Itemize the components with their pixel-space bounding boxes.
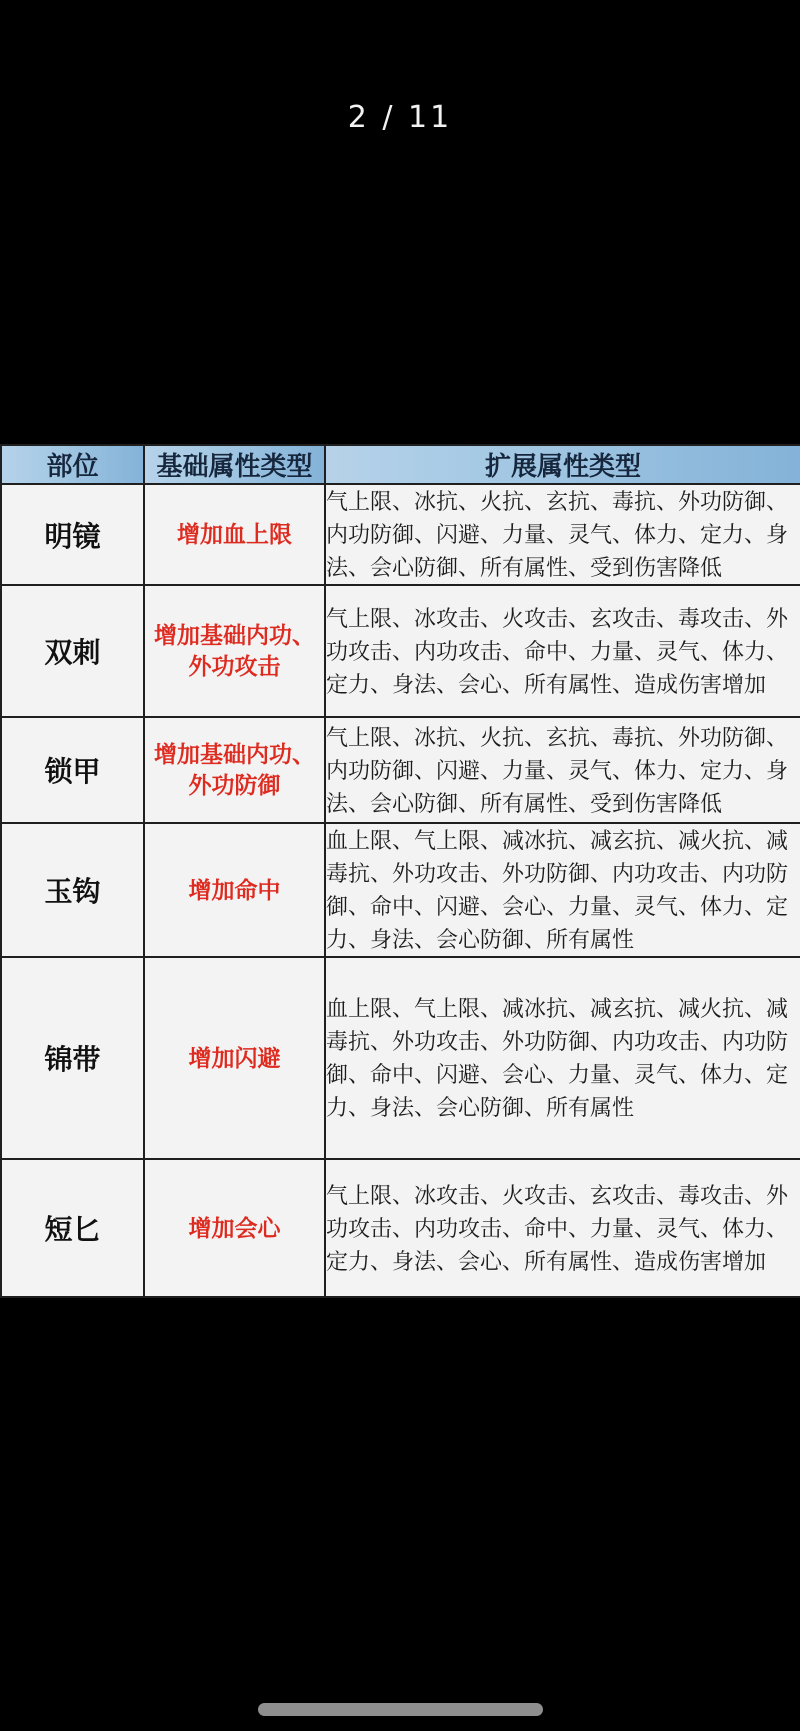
part-cell: 锦带 [1, 957, 144, 1159]
table-header-row [1, 445, 800, 484]
basic-attr-cell: 增加血上限 [144, 484, 325, 585]
table-row [1, 823, 800, 957]
part-cell: 双刺 [1, 585, 144, 717]
page-indicator: 2 / 11 [347, 100, 453, 135]
home-indicator-bar[interactable] [258, 1703, 543, 1716]
basic-attr-cell: 增加闪避 [144, 957, 325, 1159]
table-row [1, 957, 800, 1159]
part-cell: 玉钩 [1, 823, 144, 957]
basic-attr-cell: 增加基础内功、外功防御 [144, 717, 325, 823]
table-row [1, 484, 800, 585]
attribute-table [0, 444, 800, 1298]
extended-attr-cell: 气上限、冰攻击、火攻击、玄攻击、毒攻击、外功攻击、内功攻击、命中、力量、灵气、体力、定力、身法、会心、所有属性、造成伤害增加 [325, 585, 800, 717]
extended-attr-cell: 血上限、气上限、减冰抗、减玄抗、减火抗、减毒抗、外功攻击、外功防御、内功攻击、内功防御、命中、闪避、会心、力量、灵气、体力、定力、身法、会心防御、所有属性 [325, 823, 800, 957]
part-cell: 锁甲 [1, 717, 144, 823]
extended-attr-cell: 气上限、冰攻击、火攻击、玄攻击、毒攻击、外功攻击、内功攻击、命中、力量、灵气、体力、定力、身法、会心、所有属性、造成伤害增加 [325, 1159, 800, 1297]
column-header-1: 基础属性类型 [144, 445, 325, 484]
extended-attr-cell: 气上限、冰抗、火抗、玄抗、毒抗、外功防御、内功防御、闪避、力量、灵气、体力、定力、身法、会心防御、所有属性、受到伤害降低 [325, 717, 800, 823]
basic-attr-cell: 增加基础内功、外功攻击 [144, 585, 325, 717]
column-header-0: 部位 [1, 445, 144, 484]
part-cell: 短匕 [1, 1159, 144, 1297]
extended-attr-cell: 气上限、冰抗、火抗、玄抗、毒抗、外功防御、内功防御、闪避、力量、灵气、体力、定力、身法、会心防御、所有属性、受到伤害降低 [325, 484, 800, 585]
part-cell: 明镜 [1, 484, 144, 585]
basic-attr-cell: 增加会心 [144, 1159, 325, 1297]
table-row [1, 717, 800, 823]
extended-attr-cell: 血上限、气上限、减冰抗、减玄抗、减火抗、减毒抗、外功攻击、外功防御、内功攻击、内功防御、命中、闪避、会心、力量、灵气、体力、定力、身法、会心防御、所有属性 [325, 957, 800, 1159]
basic-attr-cell: 增加命中 [144, 823, 325, 957]
column-header-2: 扩展属性类型 [325, 445, 800, 484]
table-row [1, 1159, 800, 1297]
table-row [1, 585, 800, 717]
